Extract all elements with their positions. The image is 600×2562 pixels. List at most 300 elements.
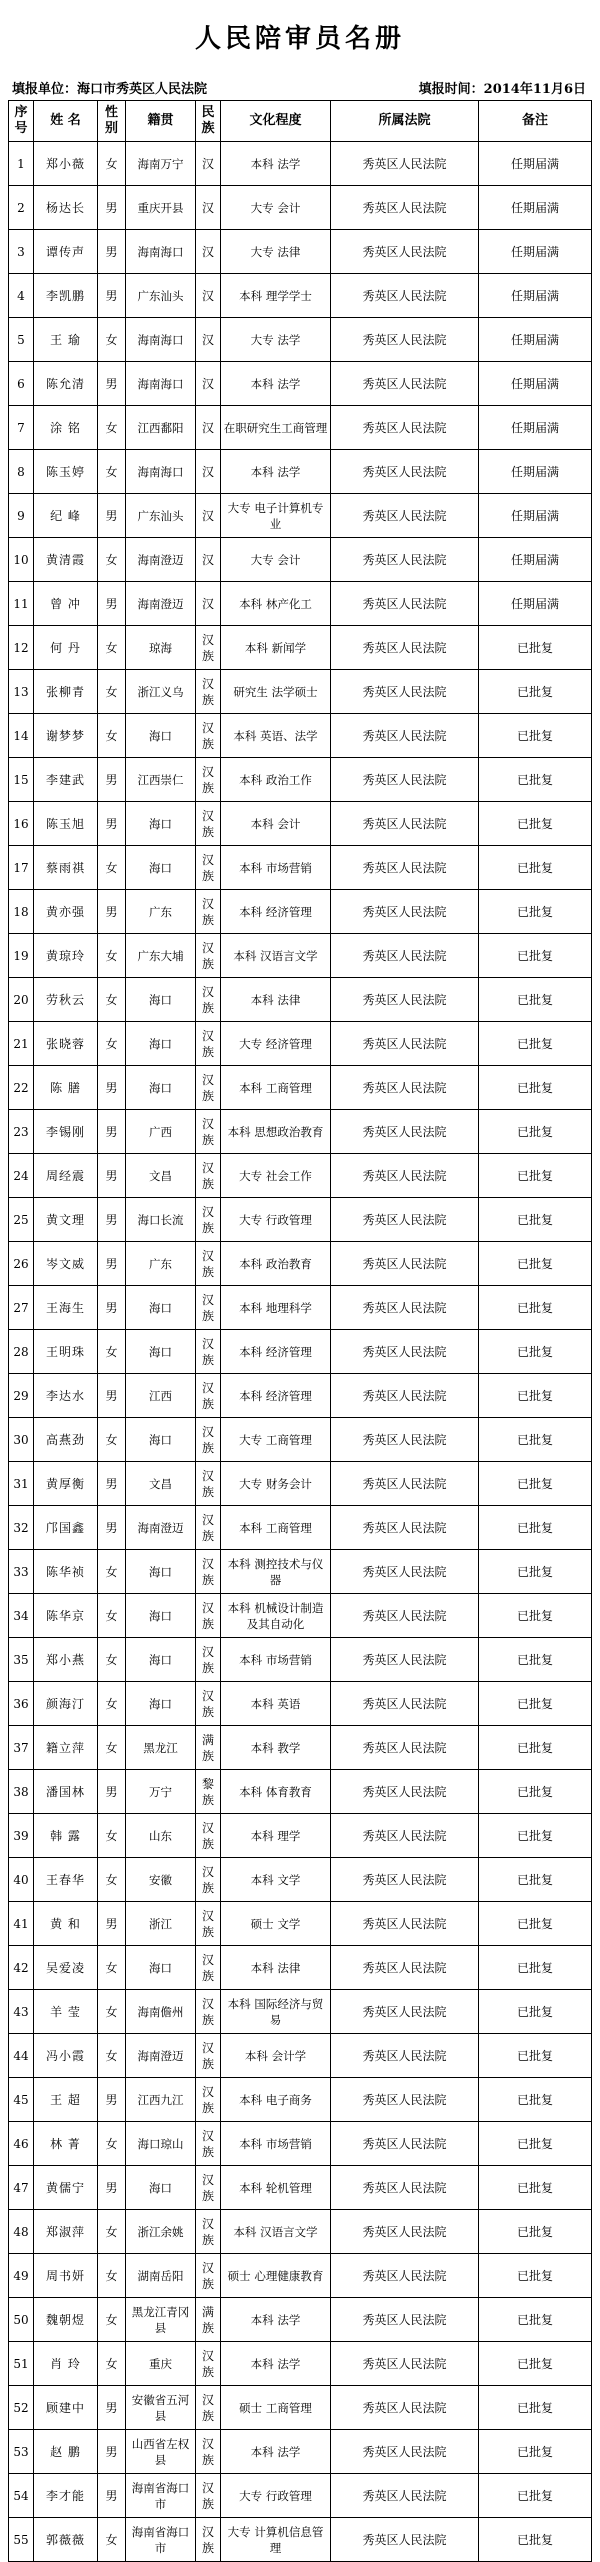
cell-origin: 广东 bbox=[126, 1242, 196, 1286]
cell-note: 已批复 bbox=[479, 1682, 592, 1726]
cell-note: 任期届满 bbox=[479, 142, 592, 186]
table-row bbox=[9, 186, 592, 230]
table-row bbox=[9, 846, 592, 890]
cell-name: 何 丹 bbox=[34, 626, 98, 670]
table-row bbox=[9, 1110, 592, 1154]
cell-ethnicity: 汉族 bbox=[196, 1418, 221, 1462]
cell-note: 已批复 bbox=[479, 2210, 592, 2254]
cell-name: 周经震 bbox=[34, 1154, 98, 1198]
cell-no: 5 bbox=[9, 318, 34, 362]
cell-name: 黄厚衡 bbox=[34, 1462, 98, 1506]
table-row bbox=[9, 2474, 592, 2518]
cell-ethnicity: 汉 bbox=[196, 538, 221, 582]
cell-ethnicity: 汉族 bbox=[196, 1066, 221, 1110]
cell-court: 秀英区人民法院 bbox=[331, 406, 479, 450]
cell-gender: 男 bbox=[98, 1770, 126, 1814]
cell-gender: 女 bbox=[98, 1990, 126, 2034]
cell-note: 已批复 bbox=[479, 1286, 592, 1330]
cell-name: 李达水 bbox=[34, 1374, 98, 1418]
cell-no: 38 bbox=[9, 1770, 34, 1814]
cell-gender: 女 bbox=[98, 2518, 126, 2562]
cell-court: 秀英区人民法院 bbox=[331, 1286, 479, 1330]
cell-education: 本科 法学 bbox=[221, 2430, 331, 2474]
cell-ethnicity: 汉族 bbox=[196, 1990, 221, 2034]
cell-no: 53 bbox=[9, 2430, 34, 2474]
cell-origin: 海口 bbox=[126, 1022, 196, 1066]
cell-ethnicity: 黎族 bbox=[196, 1770, 221, 1814]
cell-education: 硕士 文学 bbox=[221, 1902, 331, 1946]
cell-education: 本科 汉语言文学 bbox=[221, 2210, 331, 2254]
cell-education: 本科 英语、法学 bbox=[221, 714, 331, 758]
cell-education: 硕士 心理健康教育 bbox=[221, 2254, 331, 2298]
cell-no: 12 bbox=[9, 626, 34, 670]
cell-ethnicity: 汉 bbox=[196, 406, 221, 450]
cell-court: 秀英区人民法院 bbox=[331, 714, 479, 758]
cell-origin: 安徽 bbox=[126, 1858, 196, 1902]
cell-origin: 重庆开县 bbox=[126, 186, 196, 230]
cell-origin: 海南省海口市 bbox=[126, 2474, 196, 2518]
cell-court: 秀英区人民法院 bbox=[331, 2034, 479, 2078]
cell-gender: 男 bbox=[98, 2430, 126, 2474]
cell-origin: 广西 bbox=[126, 1110, 196, 1154]
cell-no: 25 bbox=[9, 1198, 34, 1242]
cell-note: 已批复 bbox=[479, 1770, 592, 1814]
cell-origin: 海南海口 bbox=[126, 318, 196, 362]
cell-origin: 江西九江 bbox=[126, 2078, 196, 2122]
cell-note: 已批复 bbox=[479, 1946, 592, 1990]
cell-ethnicity: 汉 bbox=[196, 494, 221, 538]
cell-no: 28 bbox=[9, 1330, 34, 1374]
cell-gender: 男 bbox=[98, 1154, 126, 1198]
cell-court: 秀英区人民法院 bbox=[331, 2342, 479, 2386]
cell-ethnicity: 汉族 bbox=[196, 2210, 221, 2254]
cell-gender: 女 bbox=[98, 1550, 126, 1594]
table-row bbox=[9, 626, 592, 670]
cell-gender: 男 bbox=[98, 582, 126, 626]
cell-name: 郭薇薇 bbox=[34, 2518, 98, 2562]
cell-ethnicity: 汉族 bbox=[196, 2342, 221, 2386]
cell-education: 本科 经济管理 bbox=[221, 1330, 331, 1374]
cell-education: 大专 财务会计 bbox=[221, 1462, 331, 1506]
cell-court: 秀英区人民法院 bbox=[331, 2210, 479, 2254]
cell-name: 劳秋云 bbox=[34, 978, 98, 1022]
cell-gender: 女 bbox=[98, 2122, 126, 2166]
cell-note: 已批复 bbox=[479, 2474, 592, 2518]
cell-note: 已批复 bbox=[479, 1154, 592, 1198]
cell-ethnicity: 汉族 bbox=[196, 670, 221, 714]
table-row bbox=[9, 2122, 592, 2166]
table-body bbox=[9, 142, 592, 2562]
cell-gender: 男 bbox=[98, 1198, 126, 1242]
cell-court: 秀英区人民法院 bbox=[331, 1638, 479, 1682]
cell-gender: 女 bbox=[98, 714, 126, 758]
cell-note: 已批复 bbox=[479, 2386, 592, 2430]
table-row bbox=[9, 758, 592, 802]
cell-note: 已批复 bbox=[479, 1242, 592, 1286]
cell-ethnicity: 汉族 bbox=[196, 1154, 221, 1198]
cell-origin: 广东汕头 bbox=[126, 494, 196, 538]
cell-name: 陈允清 bbox=[34, 362, 98, 406]
table-row bbox=[9, 1770, 592, 1814]
cell-court: 秀英区人民法院 bbox=[331, 978, 479, 1022]
cell-education: 本科 思想政治教育 bbox=[221, 1110, 331, 1154]
cell-origin: 海口长流 bbox=[126, 1198, 196, 1242]
cell-no: 22 bbox=[9, 1066, 34, 1110]
cell-gender: 女 bbox=[98, 538, 126, 582]
cell-court: 秀英区人民法院 bbox=[331, 2078, 479, 2122]
cell-ethnicity: 汉族 bbox=[196, 1110, 221, 1154]
cell-gender: 男 bbox=[98, 890, 126, 934]
table-row bbox=[9, 2078, 592, 2122]
cell-ethnicity: 汉族 bbox=[196, 1198, 221, 1242]
cell-court: 秀英区人民法院 bbox=[331, 1858, 479, 1902]
cell-origin: 海南海口 bbox=[126, 450, 196, 494]
cell-name: 陈华京 bbox=[34, 1594, 98, 1638]
cell-ethnicity: 汉族 bbox=[196, 1550, 221, 1594]
table-row bbox=[9, 1374, 592, 1418]
cell-note: 任期届满 bbox=[479, 186, 592, 230]
cell-name: 李凯鹏 bbox=[34, 274, 98, 318]
cell-court: 秀英区人民法院 bbox=[331, 186, 479, 230]
cell-education: 大专 行政管理 bbox=[221, 1198, 331, 1242]
cell-court: 秀英区人民法院 bbox=[331, 1726, 479, 1770]
cell-education: 本科 法学 bbox=[221, 2342, 331, 2386]
cell-note: 已批复 bbox=[479, 1066, 592, 1110]
cell-no: 3 bbox=[9, 230, 34, 274]
cell-ethnicity: 汉 bbox=[196, 142, 221, 186]
cell-origin: 海口 bbox=[126, 2166, 196, 2210]
cell-name: 陈华祯 bbox=[34, 1550, 98, 1594]
table-row bbox=[9, 1814, 592, 1858]
table-row bbox=[9, 1506, 592, 1550]
cell-no: 32 bbox=[9, 1506, 34, 1550]
table-row bbox=[9, 1066, 592, 1110]
cell-education: 大专 计算机信息管理 bbox=[221, 2518, 331, 2562]
cell-court: 秀英区人民法院 bbox=[331, 2518, 479, 2562]
cell-origin: 浙江余姚 bbox=[126, 2210, 196, 2254]
cell-gender: 男 bbox=[98, 494, 126, 538]
cell-gender: 男 bbox=[98, 2474, 126, 2518]
cell-note: 已批复 bbox=[479, 758, 592, 802]
cell-note: 已批复 bbox=[479, 934, 592, 978]
cell-education: 大专 经济管理 bbox=[221, 1022, 331, 1066]
cell-court: 秀英区人民法院 bbox=[331, 362, 479, 406]
cell-ethnicity: 汉 bbox=[196, 230, 221, 274]
header-ethnicity: 民族 bbox=[196, 101, 221, 142]
cell-ethnicity: 汉族 bbox=[196, 846, 221, 890]
cell-gender: 男 bbox=[98, 1462, 126, 1506]
cell-court: 秀英区人民法院 bbox=[331, 450, 479, 494]
cell-ethnicity: 汉族 bbox=[196, 1946, 221, 1990]
cell-name: 邝国鑫 bbox=[34, 1506, 98, 1550]
cell-court: 秀英区人民法院 bbox=[331, 2386, 479, 2430]
cell-gender: 女 bbox=[98, 450, 126, 494]
cell-name: 高燕劲 bbox=[34, 1418, 98, 1462]
cell-name: 郑小薇 bbox=[34, 142, 98, 186]
cell-education: 本科 新闻学 bbox=[221, 626, 331, 670]
table-row bbox=[9, 1022, 592, 1066]
cell-note: 已批复 bbox=[479, 890, 592, 934]
cell-gender: 女 bbox=[98, 1858, 126, 1902]
cell-name: 黄文理 bbox=[34, 1198, 98, 1242]
cell-gender: 男 bbox=[98, 230, 126, 274]
cell-gender: 女 bbox=[98, 1594, 126, 1638]
cell-education: 本科 电子商务 bbox=[221, 2078, 331, 2122]
cell-gender: 女 bbox=[98, 2210, 126, 2254]
cell-ethnicity: 汉族 bbox=[196, 978, 221, 1022]
table-row bbox=[9, 2210, 592, 2254]
table-row bbox=[9, 1726, 592, 1770]
cell-ethnicity: 汉族 bbox=[196, 758, 221, 802]
cell-no: 27 bbox=[9, 1286, 34, 1330]
cell-gender: 女 bbox=[98, 142, 126, 186]
cell-no: 4 bbox=[9, 274, 34, 318]
cell-court: 秀英区人民法院 bbox=[331, 890, 479, 934]
header-origin: 籍贯 bbox=[126, 101, 196, 142]
cell-no: 30 bbox=[9, 1418, 34, 1462]
table-row bbox=[9, 1550, 592, 1594]
table-row bbox=[9, 2254, 592, 2298]
cell-origin: 海口 bbox=[126, 1638, 196, 1682]
table-row bbox=[9, 1990, 592, 2034]
cell-ethnicity: 汉族 bbox=[196, 714, 221, 758]
cell-name: 冯小霞 bbox=[34, 2034, 98, 2078]
header-note: 备注 bbox=[479, 101, 592, 142]
table-row bbox=[9, 1638, 592, 1682]
cell-no: 19 bbox=[9, 934, 34, 978]
cell-ethnicity: 汉族 bbox=[196, 2518, 221, 2562]
cell-ethnicity: 汉 bbox=[196, 450, 221, 494]
cell-note: 已批复 bbox=[479, 714, 592, 758]
cell-gender: 女 bbox=[98, 1946, 126, 1990]
cell-gender: 女 bbox=[98, 1726, 126, 1770]
cell-court: 秀英区人民法院 bbox=[331, 2254, 479, 2298]
table-row bbox=[9, 1902, 592, 1946]
cell-gender: 女 bbox=[98, 1638, 126, 1682]
cell-note: 已批复 bbox=[479, 1902, 592, 1946]
cell-ethnicity: 汉族 bbox=[196, 1638, 221, 1682]
cell-ethnicity: 汉族 bbox=[196, 1682, 221, 1726]
cell-ethnicity: 汉族 bbox=[196, 802, 221, 846]
cell-ethnicity: 汉 bbox=[196, 318, 221, 362]
cell-no: 41 bbox=[9, 1902, 34, 1946]
table-header-row bbox=[9, 101, 592, 142]
table-row bbox=[9, 274, 592, 318]
cell-court: 秀英区人民法院 bbox=[331, 1506, 479, 1550]
cell-gender: 女 bbox=[98, 978, 126, 1022]
cell-court: 秀英区人民法院 bbox=[331, 1066, 479, 1110]
cell-name: 黄亦强 bbox=[34, 890, 98, 934]
cell-court: 秀英区人民法院 bbox=[331, 1462, 479, 1506]
cell-no: 40 bbox=[9, 1858, 34, 1902]
cell-origin: 海口 bbox=[126, 1418, 196, 1462]
report-unit: 填报单位：海口市秀英区人民法院 bbox=[12, 82, 208, 97]
cell-gender: 女 bbox=[98, 406, 126, 450]
cell-origin: 海口 bbox=[126, 846, 196, 890]
cell-education: 本科 轮机管理 bbox=[221, 2166, 331, 2210]
cell-no: 10 bbox=[9, 538, 34, 582]
cell-gender: 女 bbox=[98, 670, 126, 714]
cell-no: 49 bbox=[9, 2254, 34, 2298]
table-row bbox=[9, 1330, 592, 1374]
cell-court: 秀英区人民法院 bbox=[331, 1198, 479, 1242]
cell-gender: 男 bbox=[98, 1110, 126, 1154]
cell-origin: 山东 bbox=[126, 1814, 196, 1858]
cell-ethnicity: 汉族 bbox=[196, 1022, 221, 1066]
cell-note: 已批复 bbox=[479, 1638, 592, 1682]
cell-court: 秀英区人民法院 bbox=[331, 2298, 479, 2342]
cell-ethnicity: 汉族 bbox=[196, 2386, 221, 2430]
cell-education: 大专 法学 bbox=[221, 318, 331, 362]
cell-origin: 海口 bbox=[126, 802, 196, 846]
cell-education: 本科 地理科学 bbox=[221, 1286, 331, 1330]
cell-gender: 男 bbox=[98, 1506, 126, 1550]
cell-ethnicity: 汉族 bbox=[196, 1902, 221, 1946]
cell-education: 硕士 工商管理 bbox=[221, 2386, 331, 2430]
cell-court: 秀英区人民法院 bbox=[331, 538, 479, 582]
cell-origin: 万宁 bbox=[126, 1770, 196, 1814]
cell-name: 王春华 bbox=[34, 1858, 98, 1902]
cell-gender: 女 bbox=[98, 2034, 126, 2078]
cell-no: 18 bbox=[9, 890, 34, 934]
cell-name: 陈玉婷 bbox=[34, 450, 98, 494]
cell-name: 赵 鹏 bbox=[34, 2430, 98, 2474]
cell-education: 本科 文学 bbox=[221, 1858, 331, 1902]
cell-name: 黄儒宁 bbox=[34, 2166, 98, 2210]
cell-no: 26 bbox=[9, 1242, 34, 1286]
cell-education: 本科 法学 bbox=[221, 450, 331, 494]
cell-gender: 男 bbox=[98, 362, 126, 406]
cell-no: 37 bbox=[9, 1726, 34, 1770]
cell-name: 黄琼玲 bbox=[34, 934, 98, 978]
cell-origin: 海南澄迈 bbox=[126, 2034, 196, 2078]
cell-education: 本科 法律 bbox=[221, 978, 331, 1022]
table-row bbox=[9, 1462, 592, 1506]
cell-ethnicity: 汉族 bbox=[196, 890, 221, 934]
cell-no: 6 bbox=[9, 362, 34, 406]
cell-origin: 海口 bbox=[126, 714, 196, 758]
cell-education: 大专 法律 bbox=[221, 230, 331, 274]
cell-no: 36 bbox=[9, 1682, 34, 1726]
cell-education: 本科 法学 bbox=[221, 142, 331, 186]
cell-origin: 广东汕头 bbox=[126, 274, 196, 318]
cell-origin: 江西 bbox=[126, 1374, 196, 1418]
cell-education: 大专 会计 bbox=[221, 186, 331, 230]
cell-origin: 海口 bbox=[126, 1550, 196, 1594]
cell-education: 本科 经济管理 bbox=[221, 890, 331, 934]
cell-origin: 广东 bbox=[126, 890, 196, 934]
cell-name: 李才能 bbox=[34, 2474, 98, 2518]
cell-no: 31 bbox=[9, 1462, 34, 1506]
cell-note: 已批复 bbox=[479, 1462, 592, 1506]
cell-name: 韩 露 bbox=[34, 1814, 98, 1858]
table-row bbox=[9, 2430, 592, 2474]
cell-gender: 男 bbox=[98, 1286, 126, 1330]
cell-origin: 江西鄱阳 bbox=[126, 406, 196, 450]
cell-note: 任期届满 bbox=[479, 362, 592, 406]
cell-note: 已批复 bbox=[479, 978, 592, 1022]
cell-gender: 女 bbox=[98, 318, 126, 362]
cell-court: 秀英区人民法院 bbox=[331, 142, 479, 186]
cell-ethnicity: 汉族 bbox=[196, 2166, 221, 2210]
cell-ethnicity: 满族 bbox=[196, 2298, 221, 2342]
cell-name: 黄 和 bbox=[34, 1902, 98, 1946]
cell-no: 44 bbox=[9, 2034, 34, 2078]
cell-note: 已批复 bbox=[479, 1418, 592, 1462]
cell-gender: 男 bbox=[98, 758, 126, 802]
cell-name: 周书妍 bbox=[34, 2254, 98, 2298]
cell-name: 郑淑萍 bbox=[34, 2210, 98, 2254]
header-gender: 性别 bbox=[98, 101, 126, 142]
table-row bbox=[9, 978, 592, 1022]
cell-ethnicity: 汉族 bbox=[196, 2474, 221, 2518]
cell-court: 秀英区人民法院 bbox=[331, 934, 479, 978]
cell-origin: 湖南岳阳 bbox=[126, 2254, 196, 2298]
cell-gender: 女 bbox=[98, 1418, 126, 1462]
cell-ethnicity: 汉族 bbox=[196, 1858, 221, 1902]
cell-note: 已批复 bbox=[479, 1550, 592, 1594]
cell-court: 秀英区人民法院 bbox=[331, 1022, 479, 1066]
cell-no: 52 bbox=[9, 2386, 34, 2430]
table-row bbox=[9, 2298, 592, 2342]
cell-ethnicity: 汉 bbox=[196, 582, 221, 626]
table-row bbox=[9, 1418, 592, 1462]
cell-note: 已批复 bbox=[479, 2518, 592, 2562]
table-row bbox=[9, 1242, 592, 1286]
cell-education: 本科 市场营销 bbox=[221, 846, 331, 890]
cell-education: 本科 体育教育 bbox=[221, 1770, 331, 1814]
table-row bbox=[9, 142, 592, 186]
cell-note: 已批复 bbox=[479, 1330, 592, 1374]
cell-note: 已批复 bbox=[479, 2034, 592, 2078]
cell-gender: 女 bbox=[98, 934, 126, 978]
cell-no: 34 bbox=[9, 1594, 34, 1638]
cell-ethnicity: 满族 bbox=[196, 1726, 221, 1770]
cell-ethnicity: 汉族 bbox=[196, 934, 221, 978]
cell-ethnicity: 汉族 bbox=[196, 1242, 221, 1286]
cell-origin: 琼海 bbox=[126, 626, 196, 670]
cell-ethnicity: 汉 bbox=[196, 186, 221, 230]
cell-origin: 海口 bbox=[126, 978, 196, 1022]
cell-name: 郑小燕 bbox=[34, 1638, 98, 1682]
cell-gender: 男 bbox=[98, 802, 126, 846]
cell-no: 13 bbox=[9, 670, 34, 714]
cell-note: 已批复 bbox=[479, 846, 592, 890]
cell-name: 陈玉旭 bbox=[34, 802, 98, 846]
cell-note: 已批复 bbox=[479, 2166, 592, 2210]
cell-gender: 女 bbox=[98, 2342, 126, 2386]
cell-court: 秀英区人民法院 bbox=[331, 274, 479, 318]
cell-gender: 男 bbox=[98, 186, 126, 230]
cell-name: 张柳青 bbox=[34, 670, 98, 714]
cell-origin: 安徽省五河县 bbox=[126, 2386, 196, 2430]
cell-name: 谭传声 bbox=[34, 230, 98, 274]
cell-ethnicity: 汉族 bbox=[196, 1374, 221, 1418]
cell-note: 任期届满 bbox=[479, 274, 592, 318]
cell-education: 本科 理学 bbox=[221, 1814, 331, 1858]
cell-education: 本科 法律 bbox=[221, 1946, 331, 1990]
cell-education: 本科 工商管理 bbox=[221, 1066, 331, 1110]
table-row bbox=[9, 230, 592, 274]
cell-note: 已批复 bbox=[479, 1506, 592, 1550]
table-row bbox=[9, 934, 592, 978]
cell-education: 本科 会计学 bbox=[221, 2034, 331, 2078]
cell-court: 秀英区人民法院 bbox=[331, 2430, 479, 2474]
cell-origin: 海南澄迈 bbox=[126, 538, 196, 582]
cell-no: 45 bbox=[9, 2078, 34, 2122]
cell-education: 本科 市场营销 bbox=[221, 1638, 331, 1682]
cell-origin: 文昌 bbox=[126, 1154, 196, 1198]
